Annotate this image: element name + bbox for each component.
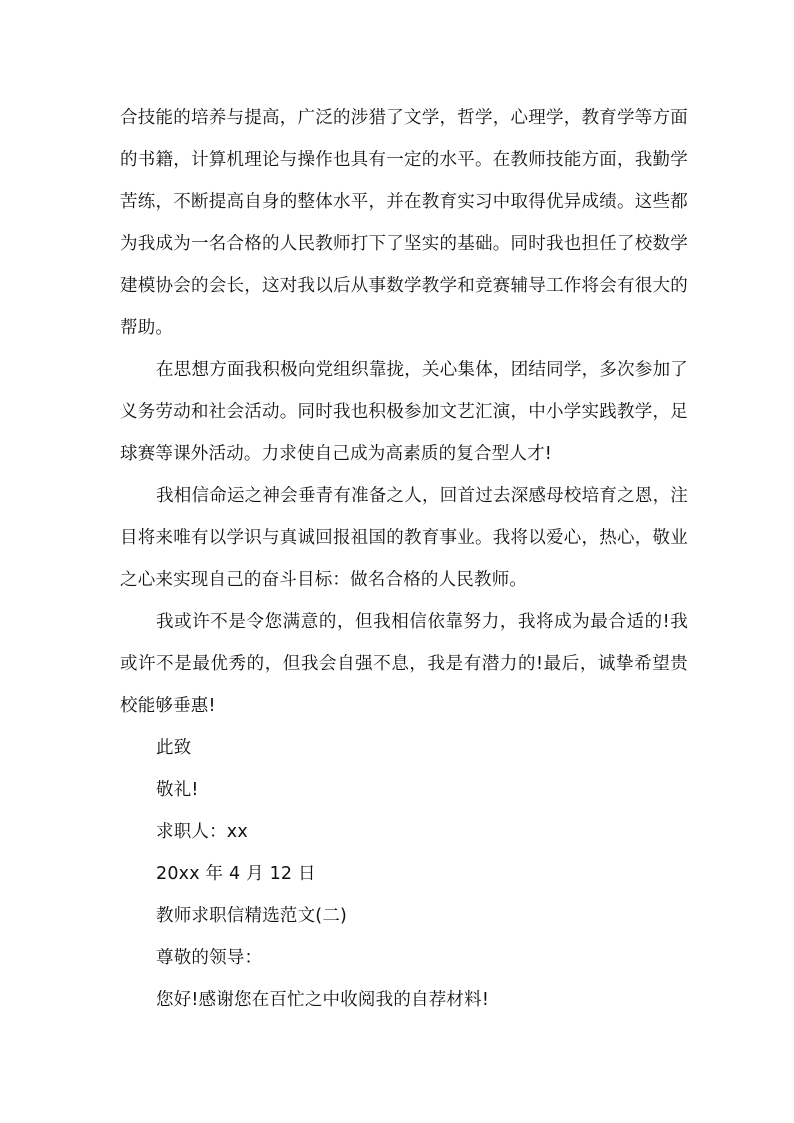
closing-respect: 敬礼! xyxy=(156,780,199,800)
paragraph-hope: 我或许不是令您满意的，但我相信依靠努力，我将成为最合适的!我或许不是最优秀的，但我会自强不息，我是有潜力的!最后，诚挚希望贵校能够垂惠! xyxy=(120,612,688,716)
paragraph-ideology: 在思想方面我积极向党组织靠拢，关心集体，团结同学，多次参加了义务劳动和社会活动。同时我也积极参加文艺汇演，中小学实践教学，足球赛等课外活动。力求使自己成为高素质的复合型人才! xyxy=(120,360,688,464)
section-title: 教师求职信精选范文(二) xyxy=(156,906,348,926)
letter-body xyxy=(120,97,688,1021)
closing-salute: 此致 xyxy=(156,738,192,758)
paragraph-education: 合技能的培养与提高，广泛的涉猎了文学，哲学，心理学，教育学等方面的书籍，计算机理论与操作也具有一定的水平。在教师技能方面，我勤学苦练，不断提高自身的整体水平，并在教育实习中取得优异成绩。这些都为我成为一名合格的人民教师打下了坚实的基础。同时我也担任了校数学建模协会的会长，这对我以后从事数学教学和竞赛辅导工作将会有很大的帮助。 xyxy=(120,108,688,338)
paragraph-belief: 我相信命运之神会垂青有准备之人，回首过去深感母校培育之恩，注目将来唯有以学识与真诚回报祖国的教育事业。我将以爱心，热心，敬业之心来实现自己的奋斗目标：做名合格的人民教师。 xyxy=(120,486,688,590)
opening-line: 您好!感谢您在百忙之中收阅我的自荐材料! xyxy=(156,990,490,1010)
greeting: 尊敬的领导： xyxy=(156,948,263,968)
applicant-name: 求职人：xx xyxy=(156,822,248,842)
letter-date: 20xx 年 4 月 12 日 xyxy=(156,864,316,884)
